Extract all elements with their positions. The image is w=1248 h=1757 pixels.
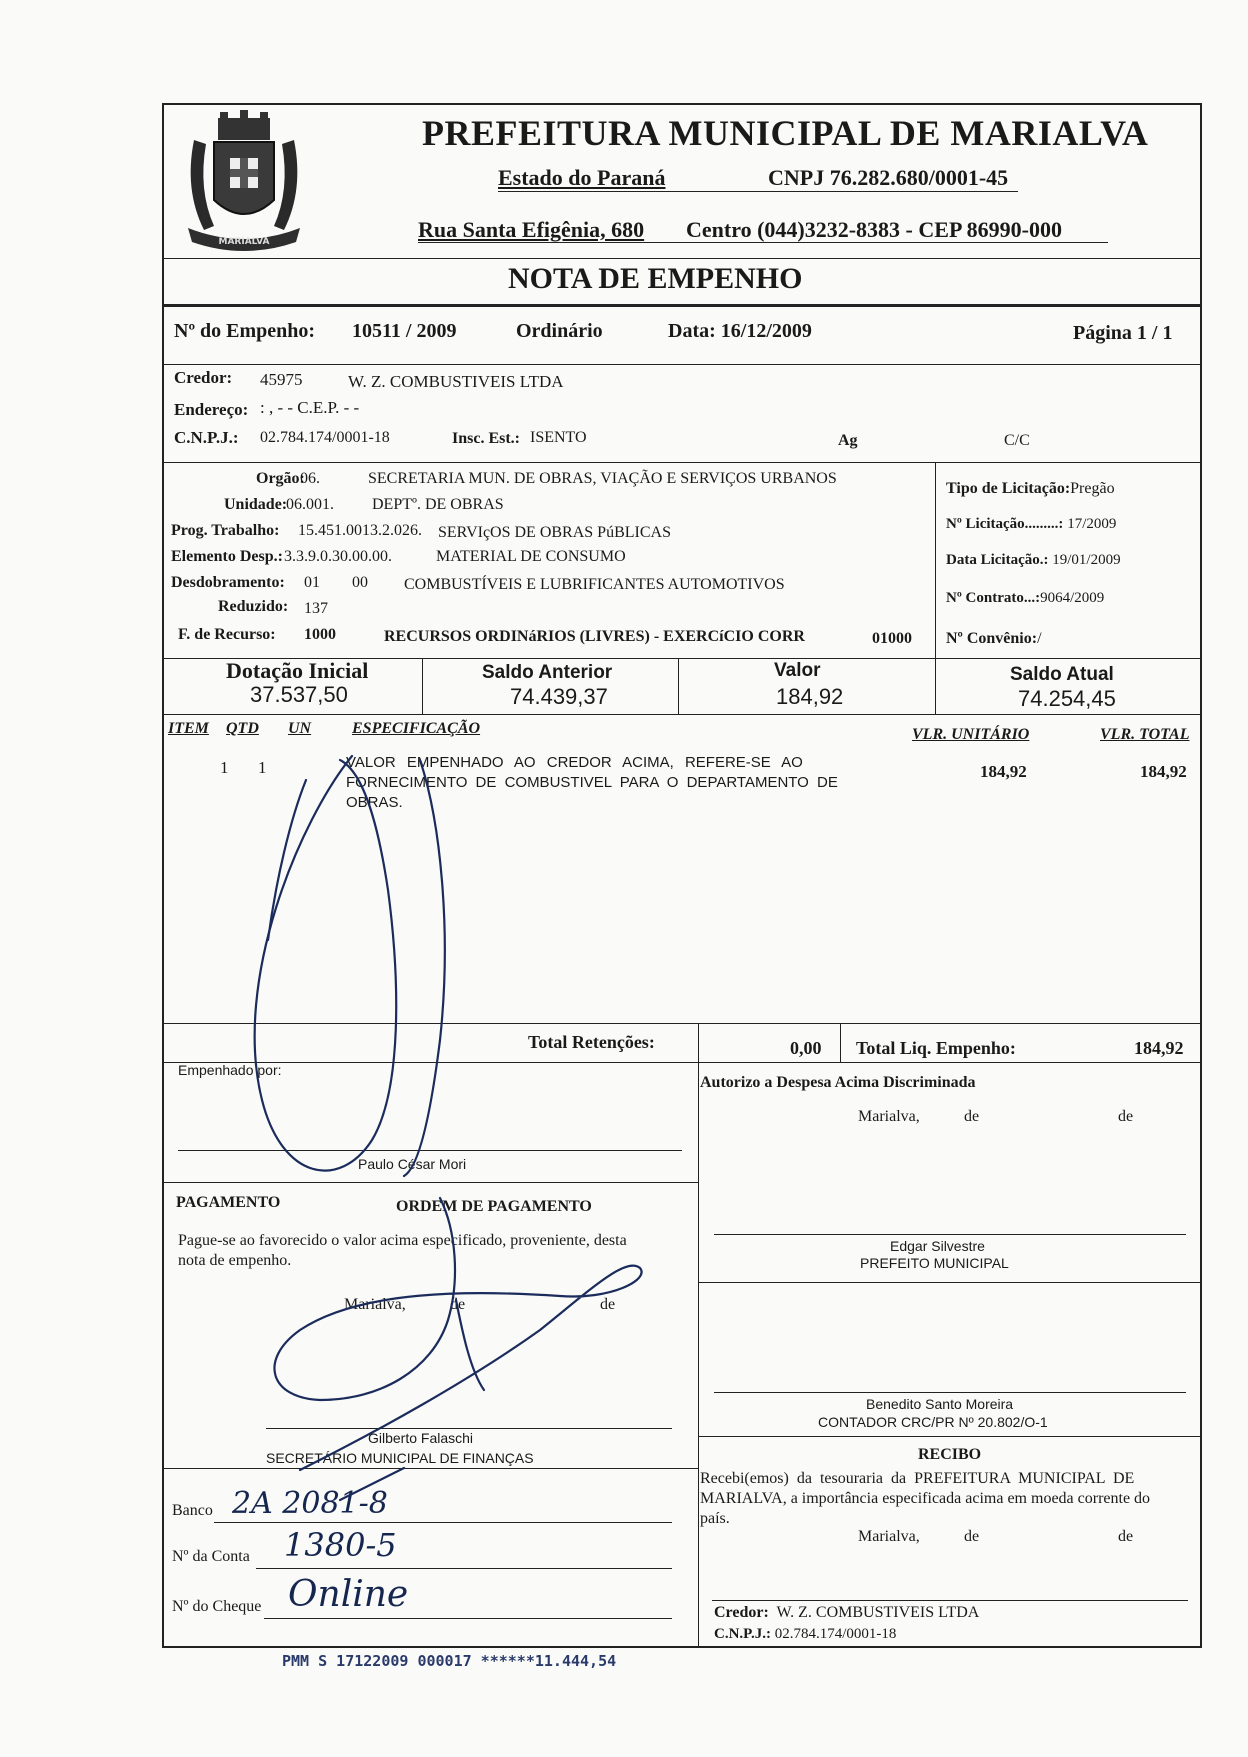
conta-label: Nº da Conta xyxy=(172,1548,250,1565)
dotacao-value: 37.537,50 xyxy=(250,682,348,707)
ordem-pagamento-label: ORDEM DE PAGAMENTO xyxy=(396,1198,592,1215)
licitacao-numero: Nº Licitação.........: 17/2009 xyxy=(946,516,1117,532)
pagamento-text1: Pague-se ao favorecido o valor acima especificado, proveniente, desta xyxy=(178,1232,627,1249)
col-item: ITEM xyxy=(168,720,209,737)
unidade-name: DEPTº. DE OBRAS xyxy=(372,496,504,513)
autorizo-de2: de xyxy=(1118,1108,1134,1125)
desd-name: COMBUSTÍVEIS E LUBRIFICANTES AUTOMOTIVOS xyxy=(404,576,785,593)
recurso-code: 1000 xyxy=(304,626,336,643)
prog-code: 15.451.0013.2.026. xyxy=(298,522,422,539)
recibo-title: RECIBO xyxy=(918,1446,982,1463)
prefeito-title: PREFEITO MUNICIPAL xyxy=(860,1255,1009,1271)
orgao-name: SECRETARIA MUN. DE OBRAS, VIAÇÃO E SERVIÇOS URBANOS xyxy=(368,470,837,487)
desd-label: Desdobramento: xyxy=(171,574,285,591)
reduz-code: 137 xyxy=(304,600,328,617)
institution-title: PREFEITURA MUNICIPAL DE MARIALVA xyxy=(422,113,1149,153)
autorizo-marialva: Marialva, xyxy=(858,1108,920,1125)
elem-name: MATERIAL DE CONSUMO xyxy=(436,548,626,565)
banco-handwritten: 2A 2081-8 xyxy=(232,1486,388,1521)
contador-name: Benedito Santo Moreira xyxy=(866,1396,1014,1412)
page-number: Página 1 / 1 xyxy=(1073,322,1173,344)
svg-text:MARIALVA: MARIALVA xyxy=(218,237,270,247)
secretario-title: SECRETÁRIO MUNICIPAL DE FINANÇAS xyxy=(266,1450,534,1466)
conta-handwritten: 1380-5 xyxy=(284,1526,397,1564)
pagamento-text2: nota de empenho. xyxy=(178,1252,292,1269)
item-qtd: 1 xyxy=(258,758,267,777)
licitacao-data: Data Licitação.: 19/01/2009 xyxy=(946,552,1121,568)
dotacao-label: Dotação Inicial xyxy=(226,658,369,683)
ag-label: Ag xyxy=(838,432,858,449)
recurso-name: RECURSOS ORDINáRIOS (LIVRES) - EXERCíCIO CORR xyxy=(384,628,805,645)
recurso-label: F. de Recurso: xyxy=(178,626,276,643)
col-un: UN xyxy=(288,720,312,737)
convenio-numero: Nº Convênio:/ xyxy=(946,630,1042,647)
cheque-label: Nº do Cheque xyxy=(172,1598,262,1615)
recibo-de2: de xyxy=(1118,1528,1134,1545)
secretario-name: Gilberto Falaschi xyxy=(368,1430,474,1446)
saldo-anterior-value: 74.439,37 xyxy=(510,684,608,709)
document-title: NOTA DE EMPENHO xyxy=(508,262,803,295)
contador-title: CONTADOR CRC/PR Nº 20.802/O-1 xyxy=(818,1414,1048,1430)
insc-label: Insc. Est.: xyxy=(452,430,521,447)
recibo-text3: país. xyxy=(700,1510,730,1527)
item-vlr-unit: 184,92 xyxy=(980,762,1027,781)
retencoes-label: Total Retenções: xyxy=(528,1032,655,1052)
cnpj-header: CNPJ 76.282.680/0001-45 xyxy=(768,165,1009,190)
pagamento-de1: de xyxy=(450,1296,466,1313)
recibo-text1: Recebi(emos) da tesouraria da PREFEITURA MUNICIPAL DE xyxy=(700,1470,1135,1487)
contrato-numero: Nº Contrato...:9064/2009 xyxy=(946,590,1105,606)
cnpj-label: C.N.P.J.: xyxy=(174,428,239,447)
item-desc-line1: VALOR EMPENHADO AO CREDOR ACIMA, REFERE-SE AO xyxy=(346,754,803,771)
street-address: Rua Santa Efigênia, 680 xyxy=(418,217,645,242)
contact-info: Centro (044)3232-8383 - CEP 86990-000 xyxy=(686,217,1062,242)
pagamento-de2: de xyxy=(600,1296,616,1313)
desd-code1: 01 xyxy=(304,574,320,591)
recibo-text2: MARIALVA, a importância especificada acima em moeda corrente do xyxy=(700,1490,1151,1507)
item-vlr-total: 184,92 xyxy=(1140,762,1187,781)
empenhado-name: Paulo César Mori xyxy=(358,1156,467,1172)
item-number: 1 xyxy=(220,758,229,777)
item-desc-line3: OBRAS. xyxy=(346,794,403,811)
empenho-number: 10511 / 2009 xyxy=(352,320,457,342)
saldo-atual-value: 74.254,45 xyxy=(1018,686,1116,711)
prog-name: SERVIçOS DE OBRAS PúBLICAS xyxy=(438,524,671,541)
recibo-de1: de xyxy=(964,1528,980,1545)
address-label: Endereço: xyxy=(174,400,249,419)
empenhado-por-label: Empenhado por: xyxy=(178,1062,282,1078)
cheque-handwritten: Online xyxy=(288,1574,409,1615)
credor-label: Credor: xyxy=(174,368,233,387)
prog-label: Prog. Trabalho: xyxy=(171,522,280,539)
retencoes-value: 0,00 xyxy=(790,1038,822,1058)
cc-label: C/C xyxy=(1004,432,1030,449)
banco-label: Banco xyxy=(172,1502,213,1519)
credor-name: W. Z. COMBUSTIVEIS LTDA xyxy=(348,372,564,391)
empenho-type: Ordinário xyxy=(516,320,603,342)
valor-label: Valor xyxy=(774,660,821,681)
elem-code: 3.3.9.0.30.00.00. xyxy=(284,548,392,565)
recibo-marialva: Marialva, xyxy=(858,1528,920,1545)
unidade-code: 06.001. xyxy=(286,496,334,513)
prefeito-name: Edgar Silvestre xyxy=(890,1238,985,1254)
recurso-code2: 01000 xyxy=(872,630,912,647)
credor-code: 45975 xyxy=(260,370,303,389)
desd-code2: 00 xyxy=(352,574,368,591)
autorizo-text: Autorizo a Despesa Acima Discriminada xyxy=(700,1074,976,1091)
empenho-label: Nº do Empenho: xyxy=(174,320,316,342)
col-espec: ESPECIFICAÇÃO xyxy=(352,720,481,737)
col-vlr-unit: VLR. UNITÁRIO xyxy=(912,726,1030,743)
address-value: : , - - C.E.P. - - xyxy=(260,398,360,417)
pagamento-marialva: Marialva, xyxy=(344,1296,406,1313)
saldo-anterior-label: Saldo Anterior xyxy=(482,662,613,683)
item-desc-line2: FORNECIMENTO DE COMBUSTIVEL PARA O DEPARTAMENTO DE xyxy=(346,774,838,791)
recibo-credor: Credor: W. Z. COMBUSTIVEIS LTDA xyxy=(714,1604,980,1621)
col-vlr-total: VLR. TOTAL xyxy=(1100,726,1190,743)
pagamento-label: PAGAMENTO xyxy=(176,1194,281,1211)
reduz-label: Reduzido: xyxy=(218,598,289,615)
credor-cnpj: 02.784.174/0001-18 xyxy=(260,429,390,446)
orgao-label: Orgão: xyxy=(256,470,305,487)
liq-label: Total Liq. Empenho: xyxy=(856,1038,1016,1058)
recibo-cnpj: C.N.P.J.: 02.784.174/0001-18 xyxy=(714,1626,897,1642)
insc-value: ISENTO xyxy=(530,429,587,446)
licitacao-tipo: Tipo de Licitação:Pregão xyxy=(946,480,1115,497)
unidade-label: Unidade: xyxy=(224,496,288,513)
empenho-date: Data: 16/12/2009 xyxy=(668,320,812,342)
valor-value: 184,92 xyxy=(776,684,844,709)
footer-stamp: PMM S 17122009 000017 ******11.444,54 xyxy=(282,1652,617,1670)
state-name: Estado do Paraná xyxy=(498,165,666,190)
col-qtd: QTD xyxy=(226,720,259,737)
orgao-code: 06. xyxy=(300,470,320,487)
elem-label: Elemento Desp.: xyxy=(171,548,283,565)
liq-value: 184,92 xyxy=(1134,1038,1184,1058)
saldo-atual-label: Saldo Atual xyxy=(1010,664,1114,685)
autorizo-de1: de xyxy=(964,1108,980,1125)
